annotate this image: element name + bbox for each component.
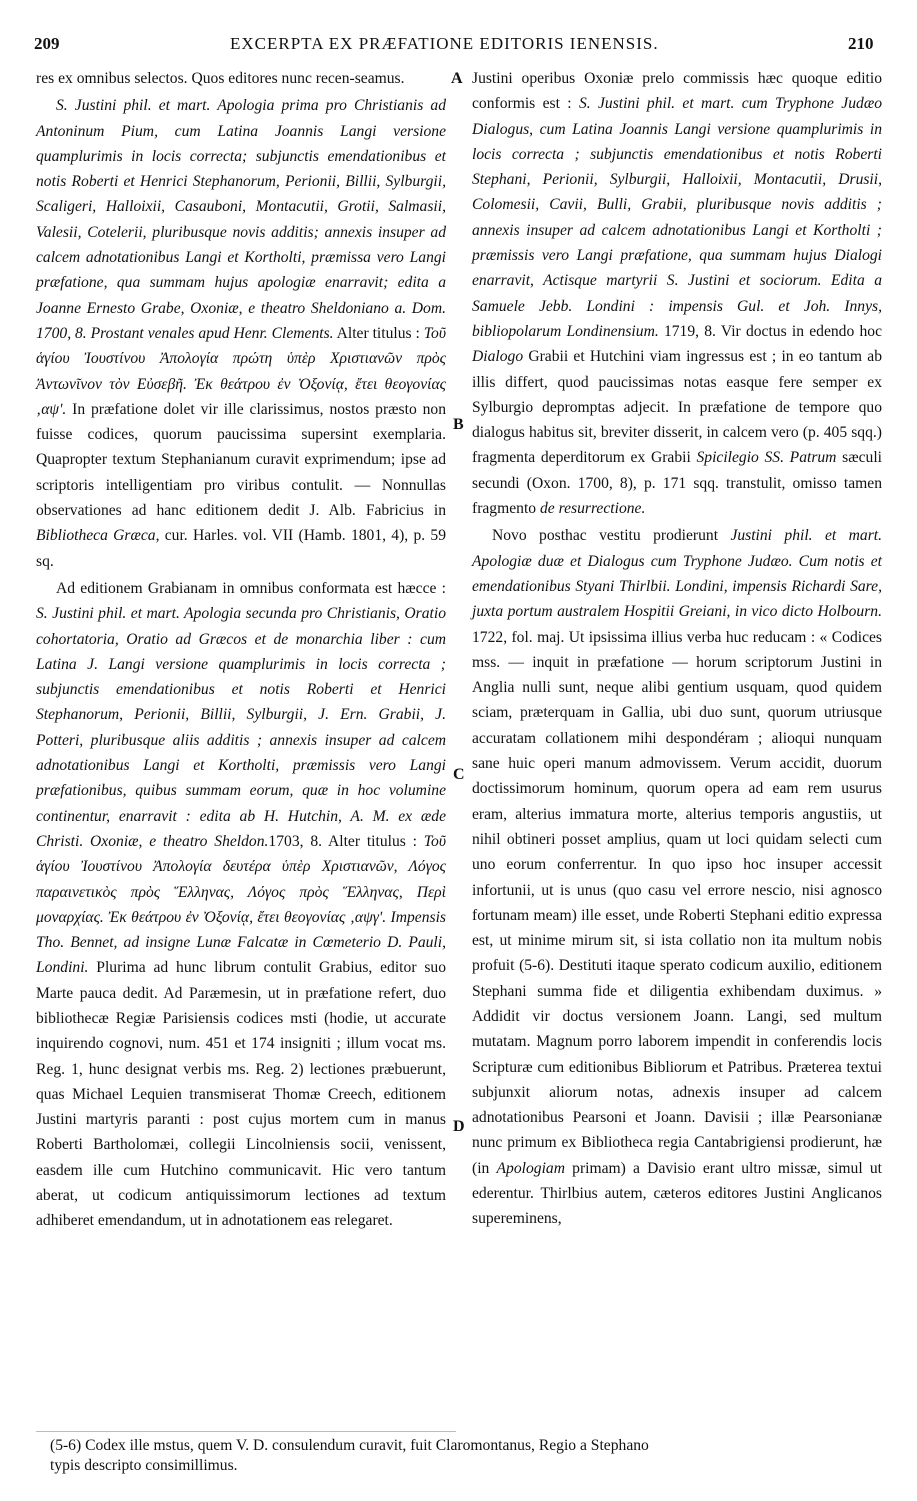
paragraph-grabe-edition [36,93,446,574]
italic-text-run: S. Justini phil. et mart. Apologia secunda pro Christianis, Oratio cohortatoria, Oratio ad Græcos et de monarchia liber : cum Latina J. Langi versione quamplurimis in locis correcta ; subjunctis emendationibus et notis Roberti et Henrici Stephanorum, Perionii, Billii, Sylburgii, J. Ern. Grabii, J. Potteri, pluribusque aliis additis ; annexis insuper ad calcem adnotationibus Langi et Kortholti, præmissis vero Langi præfationibus, quibus summam eorum, quæ in hoc volumine continentur, enarravit : edita ab H. Hutchin, A. M. ex æde Christi. Oxoniæ, e theatro Sheldon. [36,605,446,850]
text-run: Ad editionem Grabianam in omnibus conformata est hæcce : [56,579,446,597]
paragraph-editors-intro: res ex omnibus selectos. Quos editores nunc recen-seamus. [36,70,405,87]
text-run: primam) a Davisio erant ultro missæ, simul ut ederentur. Thirlbius autem, cæteros editores Justini Anglicanos supereminens, [472,1159,882,1228]
italic-text-run: de resurrectione. [539,500,646,518]
margin-letter-d: D [453,1118,465,1135]
margin-letter-a: A [451,70,463,87]
text-run: 1722, fol. maj. Ut ipsissima illius verba huc reducam : « Codices mss. — inquit in præfatione — horum scriptorum Justini in Anglia nulli sunt, neque alibi gentium usquam, quod quidem sciam, præterquam in Gallia, ubi duo sunt, quorum utriusque accuratam collationem mihi despondéram ; alioqui nunquam sane huic operi manum admovissem. Verum accidit, duorum doctissimorum hominum, quorum opera ad eam rem usurus eram, alterius immatura morte, alterius temporis angustiis, ut nihil obtineri posset amplius, quam ut loci quidam selecti cum uno eorum conferrentur. In quo ipso hoc insuper accessit infortunii, ut is unus (quo casu vel errore nescio, nisi agnosco fortunam meam) ille esset, unde Roberti Stephani editio expressa est, ut minime mirum sit, si ista collatio non ita multum nobis profuit (5-6). Destituti itaque sperato codicum auxilio, editionem Stephani summa fide et diligentia exhibendam duximus. » Addidit vir doctus versionem Joann. Langi, sed multum mutatam. Magnum porro laborem impendit in conferendis locis Scripturæ cum editionibus Bibliorum et Patribus. Præterea textui subjunxit aliorum notas, adnexis insuper ad calcem adnotationibus Pearsoni et Joann. Davisii ; illæ Pearsonianæ nunc primum ex Bibliotheca regia Cantabrigiensi prodierunt, hæ (in [472,628,882,1177]
text-run: Justini operibus Oxoniæ prelo commissis hæc quoque editio conformis est : [472,70,882,113]
italic-text-run: S. Justini phil. et mart. Apologia prima pro Christianis ad Antoninum Pium, cum Latina Joannis Langi versione quamplurimis in locis correcta; subjunctis emendationibus et notis Roberti et Henrici Stephanorum, Perionii, Billii, Sylburgii, Scaligeri, Halloixii, Casauboni, Montacutii, Grotii, Salmasii, Valesii, Cotelerii, pluribusque novis additis; annexis insuper ad calcem adnotationibus Langi et Kortholti, præmissa vero Langi præfatione, qua summam hujus apologiæ enarravit; edita a Joanne Ernesto Grabe, Oxoniæ, e theatro Sheldoniano a. Dom. 1700, 8. Prostant venales apud Henr. Clements. [36,97,446,342]
italic-text-run: Bibliotheca Græca [36,527,156,545]
text-run: In præfatione dolet vir ille clarissimus, nostos præsto non fuisse codices, quorum paucissima supersint exemplaria. Quapropter textum Stephanianum curavit exprimendum; ipse ad scriptoris intelligentiam pro viribus contulit. — Nonnullas observationes ad hanc editionem dedit J. Alb. Fabricius in [36,400,446,520]
text-run: 1703, 8. Alter titulus : [268,832,424,850]
margin-letter-b: B [453,416,464,433]
text-run: Plurima ad hunc librum contulit Grabius, editor suo Marte pauca dedit. Ad Paræmesin, ut in præfatione refert, duo bibliothecæ Regiæ Parisiensis codices msti (hodie, ut accurate inquirendo cognovi, num. 451 et 174 insigniti ; illum vocat ms. Reg. 1, hunc designat verbis ms. Reg. 2) lectiones præbuerunt, quas Michael Lequien transmiserat Thomæ Creech, editionem Justini martyris paranti : post cujus mortem cum in manus Roberti Bartholomæi, collegii Lincolniensis socii, venissent, easdem ille cum Hutchino communicavit. Hic vero tantum aberat, ut codicum antiquissimorum lectiones ad textum adhiberet emendandum, ut in adnotationem eas relegaret. [36,959,446,1230]
text-run: sæculi secundi (Oxon. 1700, 8), p. 171 sqq. transtulit, omisso tamen fragmento [472,449,882,518]
italic-text-run: Τοῦ ἁγίου Ἰουστίνου Ἀπολογία πρώτη ὑπὲρ Χριστιανῶν πρὸς Ἀντωνῖνον τὸν Εὐσεβῆ. Ἐκ θεάτρου ἐν Ὀξονίᾳ, ἔτει θεογονίας ‚αψʹ. [36,324,446,418]
paragraph-thirlby-edition [472,523,882,1231]
running-header-title: EXCERPTA EX PRÆFATIONE EDITORIS IENENSIS. [230,34,659,53]
page-number-left: 209 [34,34,60,53]
text-run: Alter titulus : [333,324,424,342]
footnote [50,1436,895,1476]
left-column [36,66,446,1234]
italic-text-run: Apologiam [496,1159,565,1177]
paragraph-hutchin-edition [36,576,446,1234]
italic-text-run: Spicilegio SS. Patrum [696,449,837,467]
margin-letter-c: C [453,766,465,783]
text-run: 1719, 8. Vir doctus in edendo hoc [658,322,883,340]
paragraph-jebb-edition [472,66,882,521]
footnote-line: (5-6) Codex ille mstus, quem V. D. consulendum curavit, fuit Claromontanus, Regio a Stephano [50,1437,649,1454]
footnote-rule [36,1431,456,1432]
text-run: Grabii et Hutchini viam ingressus est ; in eo tantum ab illis differt, quod paucissimas notas easque fere semper ex Sylburgio depromptas adjecit. In præfatione de tempore quo dialogus habitus sit, breviter disserit, in calcem vero (p. 405 sqq.) fragmenta deperditorum ex Grabii [472,348,882,467]
italic-text-run: Dialogo [472,348,524,366]
italic-text-run: Justini phil. et mart. Apologiæ duæ et Dialogus cum Tryphone Judæo. Cum notis et emendationibus Styani Thirlbii. Londini, impensis Richardi Sare, juxta portum australem Hospitii Greiani, in vico dicto Holbourn. [472,527,882,621]
text-run: , cur. Harles. vol. VII (Hamb. 1801, 4), p. 59 sq. [36,527,446,570]
page-number-right: 210 [848,34,874,53]
footnote-line: typis descripto consimillimus. [50,1457,238,1474]
italic-text-run: S. Justini phil. et mart. cum Tryphone Judæo Dialogus, cum Latina Joannis Langi versione quamplurimis in locis correcta ; subjunctis emendationibus et notis Roberti Stephani, Perionii, Sylburgii, Halloixii, Montacutii, Drusii, Colomesii, Cavii, Bulli, Grabii, pluribusque novis additis ; annexis insuper ad calcem adnotationibus Langi et Kortholti ; præmissis vero Langi præfatione, qua summam hujus Dialogi enarravit, Actisque martyrii S. Justini et sociorum. Edita a Samuele Jebb. Londini : impensis Gul. et Joh. Innys, bibliopolarum Londinensium. [472,95,883,340]
right-column [472,66,882,1232]
text-run: Novo posthac vestitu prodierunt [492,527,731,545]
italic-text-run: Τοῦ ἁγίου Ἰουστίνου Ἀπολογία δευτέρα ὑπὲρ Χριστιανῶν, Λόγος παραινετικὸς πρὸς Ἕλληνας, Λόγος πρὸς Ἕλληνας, Περὶ μοναρχίας. Ἐκ θεάτρου ἐν Ὀξονίᾳ, ἔτει θεογονίας ‚αψγʹ. Impensis Tho. Bennet, ad insigne Lunæ Falcatæ in Cœmeterio D. Pauli, Londini. [36,832,446,977]
